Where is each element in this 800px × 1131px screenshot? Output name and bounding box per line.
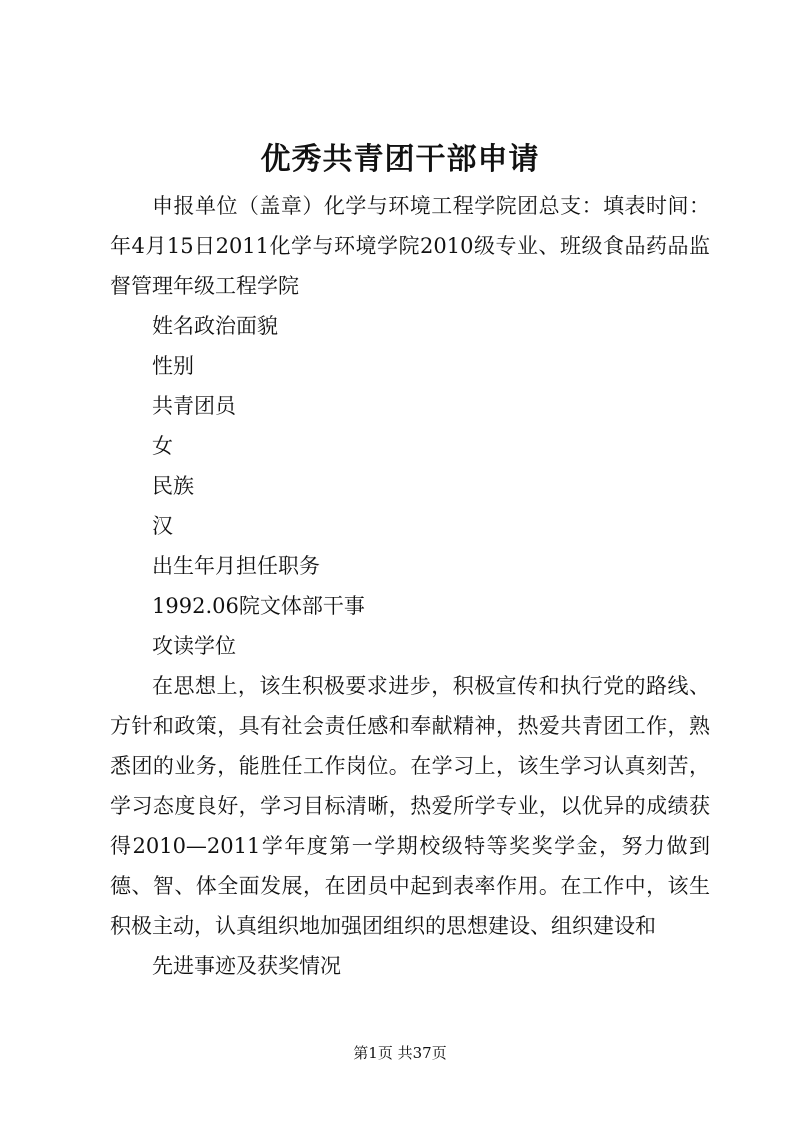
header-paragraph: 申报单位（盖章）化学与环境工程学院团总支：填表时间：年4月15日2011化学与环境学院2010级专业、班级食品药品监督管理年级工程学院 xyxy=(110,194,710,298)
document-body xyxy=(110,186,710,986)
form-line-political-status-value: 共青团员 xyxy=(152,394,236,418)
form-line-degree-label: 攻读学位 xyxy=(152,634,236,658)
form-line-birth-position-label: 出生年月担任职务 xyxy=(152,554,320,578)
form-line-birth-position-value: 1992.06院文体部干事 xyxy=(152,594,365,618)
section-heading: 先进事迹及获奖情况 xyxy=(152,954,341,978)
form-line-gender-value: 女 xyxy=(152,434,173,458)
form-line-gender-label: 性别 xyxy=(152,354,194,378)
body-paragraph: 在思想上，该生积极要求进步，积极宣传和执行党的路线、方针和政策，具有社会责任感和奉献精神，热爱共青团工作，熟悉团的业务，能胜任工作岗位。在学习上，该生学习认真刻苦，学习态度良好，学习目标清晰，热爱所学专业，以优异的成绩获得2010—2011学年度第一学期校级特等奖奖学金，努力做到德、智、体全面发展，在团员中起到表率作用。在工作中，该生积极主动，认真组织地加强团组织的思想建设、组织建设和 xyxy=(110,674,710,938)
form-line-name-political-status: 姓名政治面貌 xyxy=(152,314,278,338)
document-title: 优秀共青团干部申请 xyxy=(260,142,540,177)
form-line-ethnicity-label: 民族 xyxy=(152,474,194,498)
page-footer: 第1页 共37页 xyxy=(353,1044,447,1062)
form-line-ethnicity-value: 汉 xyxy=(152,514,173,538)
